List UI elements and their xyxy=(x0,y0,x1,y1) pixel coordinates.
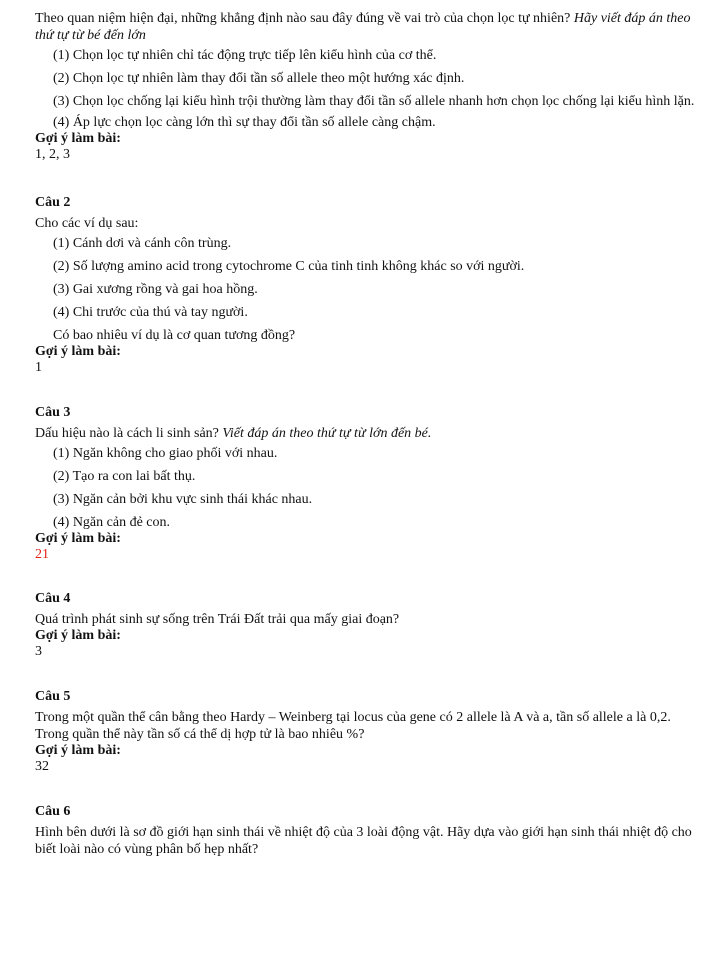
question-1-stem: Theo quan niệm hiện đại, những khẳng định nào sau đây đúng về vai trò của chọn lọc tự nhiên? xyxy=(35,11,571,26)
question-6-title: Câu 6 xyxy=(35,804,71,819)
document-page xyxy=(35,10,700,858)
question-4-answer: 3 xyxy=(35,644,42,659)
question-3-title: Câu 3 xyxy=(35,405,71,420)
question-5-text: Trong một quần thể cân bằng theo Hardy – Weinberg tại locus của gene có 2 allele là A và a, tần số allele a là 0,2. Trong quần thể này tần số cá thể dị hợp tử là bao nhiêu %? xyxy=(35,710,671,742)
question-3-hint-label: Gợi ý làm bài: xyxy=(35,531,121,546)
question-3-options xyxy=(35,445,700,531)
question-1-option-3: (3) Chọn lọc chống lại kiểu hình trội thường làm thay đổi tần số allele nhanh hơn chọn lọc chống lại kiểu hình lặn. xyxy=(53,94,695,109)
question-2-option-3: (3) Gai xương rồng và gai hoa hồng. xyxy=(53,282,258,297)
question-4-title: Câu 4 xyxy=(35,591,71,606)
question-4-text: Quá trình phát sinh sự sống trên Trái Đất trải qua mấy giai đoạn? xyxy=(35,612,400,627)
question-1-option-1: (1) Chọn lọc tự nhiên chỉ tác động trực tiếp lên kiểu hình của cơ thể. xyxy=(53,48,437,63)
question-6-text: Hình bên dưới là sơ đồ giới hạn sinh thái về nhiệt độ của 3 loài động vật. Hãy dựa vào giới hạn sinh thái nhiệt độ cho biết loài nào có vùng phân bố hẹp nhất? xyxy=(35,825,692,857)
question-2-option-4: (4) Chi trước của thú và tay người. xyxy=(53,305,248,320)
question-2-text: Cho các ví dụ sau: xyxy=(35,216,139,231)
question-3-answer: 21 xyxy=(35,547,49,562)
question-2-question: Có bao nhiêu ví dụ là cơ quan tương đồng? xyxy=(53,328,296,343)
question-3-instruction: Viết đáp án theo thứ tự từ lớn đến bé. xyxy=(222,426,432,441)
question-6 xyxy=(35,803,700,858)
question-1-option-2: (2) Chọn lọc tự nhiên làm thay đổi tần số allele theo một hướng xác định. xyxy=(53,71,465,86)
question-5-answer: 32 xyxy=(35,759,49,774)
question-2-option-2: (2) Số lượng amino acid trong cytochrome C của tinh tinh không khác so với người. xyxy=(53,259,525,274)
question-1 xyxy=(35,10,700,163)
question-2 xyxy=(35,194,700,376)
question-1-instruction: Hãy viết đáp án theo thứ tự từ bé đến lớn xyxy=(35,11,691,43)
question-2-answer: 1 xyxy=(35,360,42,375)
question-2-title: Câu 2 xyxy=(35,195,71,210)
question-3-option-3: (3) Ngăn cản bởi khu vực sinh thái khác nhau. xyxy=(53,492,313,507)
question-5-title: Câu 5 xyxy=(35,689,71,704)
question-3-option-2: (2) Tạo ra con lai bất thụ. xyxy=(53,469,196,484)
question-3-stem: Dấu hiệu nào là cách li sinh sản? xyxy=(35,426,219,441)
question-2-option-1: (1) Cánh dơi và cánh côn trùng. xyxy=(53,236,232,251)
question-1-hint-label: Gợi ý làm bài: xyxy=(35,131,121,146)
question-2-options xyxy=(35,235,700,321)
question-3-text xyxy=(35,425,700,442)
question-4-hint-label: Gợi ý làm bài: xyxy=(35,628,121,643)
question-1-option-4: (4) Áp lực chọn lọc càng lớn thì sự thay đổi tần số allele càng chậm. xyxy=(53,115,436,130)
question-5-hint-label: Gợi ý làm bài: xyxy=(35,743,121,758)
question-3 xyxy=(35,404,700,563)
question-3-option-1: (1) Ngăn không cho giao phối với nhau. xyxy=(53,446,278,461)
question-3-option-4: (4) Ngăn cản đẻ con. xyxy=(53,515,171,530)
question-1-answer: 1, 2, 3 xyxy=(35,147,70,162)
question-2-hint-label: Gợi ý làm bài: xyxy=(35,344,121,359)
question-4 xyxy=(35,590,700,660)
question-1-options xyxy=(35,47,700,131)
question-1-text xyxy=(35,10,700,44)
question-5 xyxy=(35,688,700,775)
